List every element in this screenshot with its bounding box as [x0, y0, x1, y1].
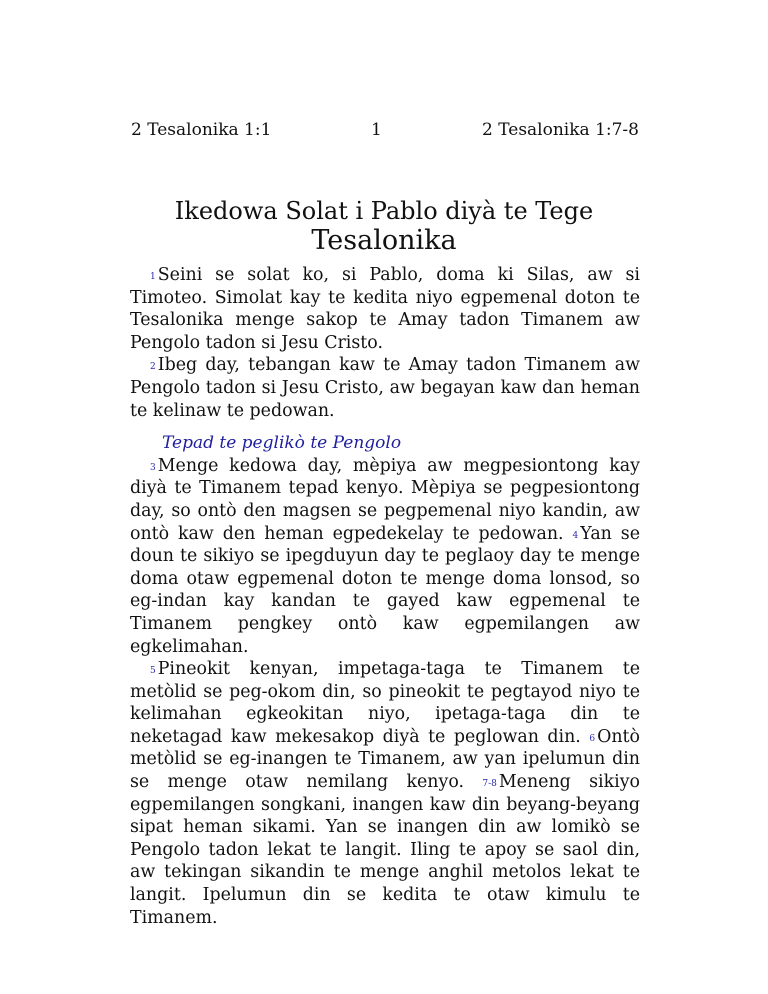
body-text: [130, 264, 640, 929]
verse-number: 1: [150, 272, 156, 282]
running-header: [131, 120, 639, 146]
section-heading: Tepad te peglikò te Pengolo: [162, 433, 402, 454]
header-right-reference: 2 Tesalonika 1:7-8: [482, 120, 639, 140]
verse-number: 2: [150, 362, 156, 373]
verse-text: Pineokit kenyan, impetaga-taga te Timanem te metòlid se peg-okom din, so pineokit te pegtayod niyo te kelimahan egkeokitan niyo, ipetaga-taga din te neketagad kaw mekesakop diyà te peglowan din.: [130, 659, 640, 747]
verse-text: Ibeg day, tebangan kaw te Amay tadon Timanem aw Pengolo tadon si Jesu Cristo, aw begayan kaw dan heman te kelinaw te pedowan.: [130, 355, 640, 421]
header-left-reference: 2 Tesalonika 1:1: [131, 120, 272, 140]
verse-number: 7-8: [482, 779, 497, 790]
verse-number: 6: [589, 733, 596, 744]
book-title-line2: Tesalonika: [311, 225, 457, 256]
verse-text: Seini se solat ko, si Pablo, doma ki Silas, aw si Timoteo. Simolat kay te kedita niyo egpemenal doton te Tesalonika menge sakop te Amay tadon Timanem aw Pengolo tadon si Jesu Cristo.: [130, 265, 640, 353]
paragraph: [130, 264, 640, 354]
verse-text: Menge kedowa day, mèpiya aw megpesiontong kay diyà te Timanem tepad kenyo. Mèpiya se pegpesiontong day, so ontò den magsen se pegpemenal niyo kandin, aw ontò kaw den heman egpedekelay te pedowan.: [130, 455, 640, 544]
verse-number: 4: [572, 530, 579, 541]
paragraph: [130, 455, 640, 658]
paragraph: [130, 658, 640, 929]
book-title-line1: Ikedowa Solat i Pablo diyà te Tege: [174, 197, 594, 225]
book-title: [100, 196, 668, 256]
verse-text: Yan se doun te sikiyo se ipegduyun day te peglaoy day te menge doma otaw egpemenal doton te menge doma lonsod, so eg-indan kay kandan te gayed kaw egpemenal te Timanem pengkey ontò kaw egpemilangen aw egkelimahan.: [130, 523, 640, 657]
page-number: 1: [371, 120, 382, 140]
verse-text: Ontò metòlid se eg-inangen te Timanem, aw yan ipelumun din se menge otaw nemilang kenyo.: [130, 726, 641, 793]
verse-number: 3: [150, 462, 156, 473]
verse-number: 5: [150, 666, 156, 677]
verse-text: Meneng sikiyo egpemilangen songkani, inangen kaw din beyang-beyang sipat heman sikami. Yan se inangen din aw lomikò se Pengolo tadon lekat te langit. Iling te apoy se saol din, aw tekingan sikandin te menge anghil metolos lekat te langit. Ipelumun din se kedita te otaw kimulu te Timanem.: [130, 772, 640, 928]
paragraph: [130, 354, 640, 422]
